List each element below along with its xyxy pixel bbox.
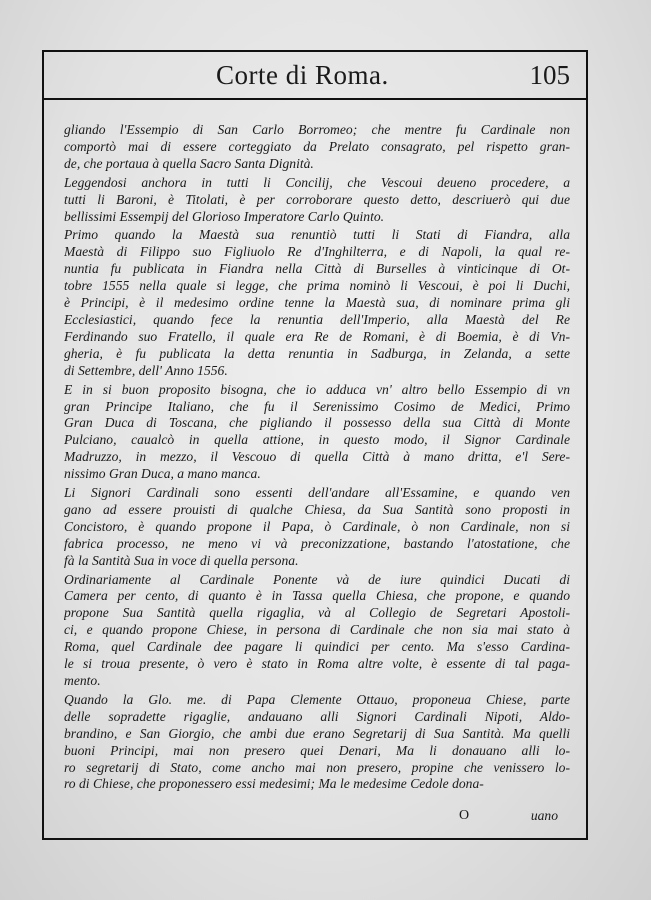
text-line: bellissimi Essempij del Glorioso Imperatore Carlo Quinto. [64, 208, 385, 224]
text-line: nissimo Gran Duca, a mano manca. [64, 466, 261, 482]
text-line: fà la Santità Sua in voce di quella persona. [64, 552, 299, 568]
text-line: mento. [64, 673, 101, 688]
text-line: Li Signori Cardinali sono essenti dell'andare all'Essamine, e quando ven [64, 485, 570, 501]
text-line: Leggendosi anchora in tutti li Concilij, che Vescoui deueno procedere, a [64, 174, 570, 190]
text-line: le si troua presente, ò vero è stato in Roma altre volte, è essente di tal paga- [64, 656, 570, 672]
text-line: di Settembre, dell' Anno 1556. [64, 362, 228, 378]
text-line: buoni Principi, mai non presero quei Denari, Ma li donauano alli lo- [64, 742, 570, 758]
text-line: gheria, è fu publicata la detta renuntia in Sadburga, in Zelanda, a sette [64, 345, 570, 361]
text-line: Pulciano, caualcò in quella attione, in questo modo, il Signor Cardinale [64, 432, 570, 448]
text-line: E in si buon proposito bisogna, che io adduca vn' altro bello Essempio di vn [64, 381, 570, 397]
paragraph [64, 122, 570, 173]
text-line: comportò mai di essere corteggiato da Prelato consagrato, pel rispetto gran- [64, 138, 570, 154]
text-line: gran Principe Italiano, che fu il Serenissimo Cosimo de Medici, Primo [64, 398, 570, 414]
text-line: propone Sua Santità quella rigaglia, và al Collegio de Segretari Apostoli- [64, 605, 570, 621]
text-line: Madruzzo, in mezzo, il Vescouo di quella Città à mano dritta, e'l Sere- [64, 449, 570, 465]
text-line: delle sopradette rigaglie, andauano alli Signori Cardinali Nipoti, Aldo- [64, 708, 570, 724]
text-line: Primo quando la Maestà sua renuntiò tutti li Stati di Fiandra, alla [64, 227, 570, 243]
page-number: 105 [529, 60, 570, 90]
text-line: Roma, quel Cardinale dee pagare li quindici per cento. Ma s'esso Cardina- [64, 639, 570, 655]
text-line: Ecclesiastici, quando fece la renuntia dell'Imperio, alla Maestà del Re [64, 311, 570, 327]
paragraph [64, 692, 570, 793]
text-line: Ordinariamente al Cardinale Ponente và de iure quindici Ducati di [64, 571, 570, 587]
text-line: Ferdinando suo Fratello, il quale era Re de Romani, è di Boemia, è di Vn- [64, 328, 570, 344]
text-line: tutti li Baroni, è Titolati, è per corroborare questo detto, descriuerò qui due [64, 191, 570, 207]
text-body [64, 122, 570, 795]
running-header [44, 52, 586, 100]
catchword: uano [530, 808, 558, 823]
text-line: gliando l'Essempio di San Carlo Borromeo; che mentre fu Cardinale non [64, 122, 570, 137]
text-line: tobre 1555 nella quale si legge, che prima nominò li Vescoui, è poi li Duchi, [64, 278, 570, 294]
paragraph [64, 485, 570, 570]
text-line: Maestà di Filippo suo Figliuolo Re d'Inghilterra, e di Napoli, la qual re- [64, 244, 570, 260]
text-line: brandino, e San Giorgio, che ambi due erano Segretarij di Sua Santità. Ma quelli [64, 725, 570, 741]
text-line: ci, e quando propone Chiese, in persona di Cardinale che non sia mai stato à [64, 622, 570, 638]
paragraph [64, 227, 570, 379]
text-line: de, che portaua à quella Sacro Santa Dignità. [64, 155, 314, 171]
text-line: Gran Duca di Toscana, che pigliando il possesso della sua Città di Monte [64, 415, 570, 431]
text-line: nuntia fu publicata in Fiandra nella Città di Burselles à vinticinque di Ot- [64, 261, 570, 277]
paragraph [64, 572, 570, 690]
text-line: Concistoro, è quando propone il Papa, ò Cardinale, ò non Cardinale, non si [64, 518, 570, 534]
paragraph [64, 175, 570, 226]
text-line: Camera per cento, di quanto è in Tassa quella Chiesa, che propone, e quando [64, 588, 570, 604]
text-line: gano ad essere prouisti di qualche Chiesa, da Sua Santità sono proposti in [64, 501, 570, 517]
text-line: ro di Chiese, che proponessero essi medesimi; Ma le medesime Cedole dona- [64, 776, 484, 792]
paragraph [64, 382, 570, 483]
text-line: è Principi, è il medesimo ordine tenne la Maestà sua, di nominare prima gli [64, 295, 570, 311]
text-line: Quando la Glo. me. di Papa Clemente Ottauo, proponeua Chiese, parte [64, 691, 570, 707]
text-line: ro segretarij di Stato, come ancho mai non presero, propine che venissero lo- [64, 759, 570, 775]
running-title: Corte di Roma. [216, 60, 389, 90]
text-line: fabrica processo, ne meno vi và preconizzatione, bastando l'atostatione, che [64, 535, 570, 551]
signature-mark: O [459, 808, 470, 823]
text-frame [42, 50, 588, 840]
